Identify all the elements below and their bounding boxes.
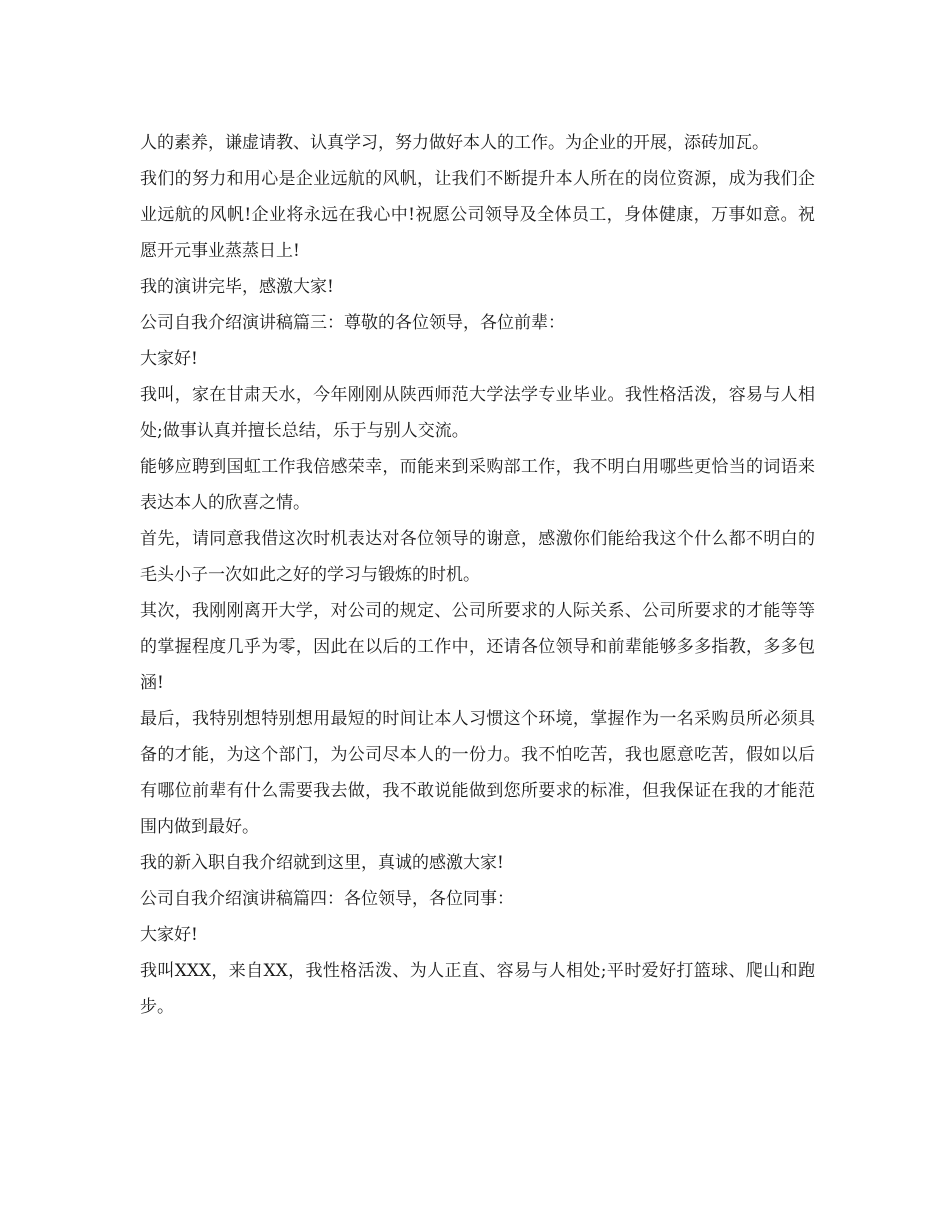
paragraph: 人的素养，谦虚请教、认真学习，努力做好本人的工作。为企业的开展，添砖加瓦。 bbox=[140, 133, 769, 153]
paragraph: 最后，我特别想特别想用最短的时间让本人习惯这个环境，掌握作为一名采购员所必须具备的才能，为这个部门，为公司尽本人的一份力。我不怕吃苦，我也愿意吃苦，假如以后有哪位前辈有什么需要我去做，我不敢说能做到您所要求的标准，但我保证在我的才能范围内做到最好。 bbox=[140, 709, 815, 837]
paragraph: 我的新入职自我介绍就到这里，真诚的感激大家! bbox=[140, 853, 504, 873]
section-heading: 公司自我介绍演讲稿篇四：各位领导，各位同事： bbox=[140, 889, 514, 909]
greeting: 大家好! bbox=[140, 349, 198, 369]
paragraph: 我的演讲完毕，感激大家! bbox=[140, 277, 334, 297]
paragraph: 我叫XXX，来自XX，我性格活泼、为人正直、容易与人相处;平时爱好打篮球、爬山和跑步。 bbox=[140, 961, 815, 1017]
paragraph: 我叫，家在甘肃天水，今年刚刚从陕西师范大学法学专业毕业。我性格活泼，容易与人相处;做事认真并擅长总结，乐于与别人交流。 bbox=[140, 385, 815, 441]
document-body bbox=[140, 125, 815, 1025]
section-heading: 公司自我介绍演讲稿篇三：尊敬的各位领导，各位前辈： bbox=[140, 313, 565, 333]
paragraph: 其次，我刚刚离开大学，对公司的规定、公司所要求的人际关系、公司所要求的才能等等的掌握程度几乎为零，因此在以后的工作中，还请各位领导和前辈能够多多指教，多多包涵! bbox=[140, 601, 815, 693]
greeting: 大家好! bbox=[140, 925, 198, 945]
paragraph: 首先，请同意我借这次时机表达对各位领导的谢意，感激你们能给我这个什么都不明白的毛头小子一次如此之好的学习与锻炼的时机。 bbox=[140, 529, 815, 585]
paragraph: 能够应聘到国虹工作我倍感荣幸，而能来到采购部工作，我不明白用哪些更恰当的词语来表达本人的欣喜之情。 bbox=[140, 457, 815, 513]
paragraph: 我们的努力和用心是企业远航的风帆，让我们不断提升本人所在的岗位资源，成为我们企业远航的风帆!企业将永远在我心中!祝愿公司领导及全体员工，身体健康，万事如意。祝愿开元事业蒸蒸日上! bbox=[140, 169, 815, 261]
